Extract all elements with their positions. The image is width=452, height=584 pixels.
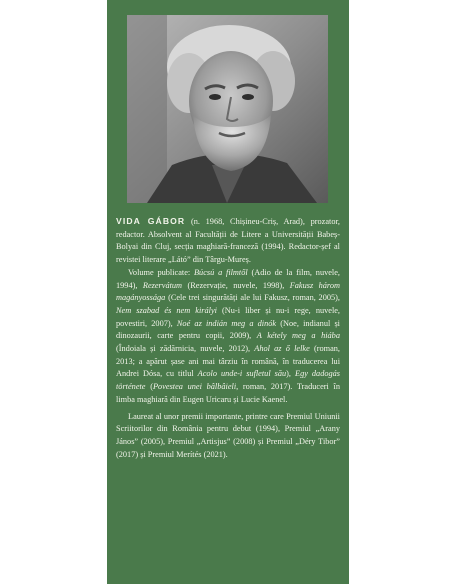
book-title: Ahol az ő lelke: [254, 344, 310, 354]
book-title: Egy dadogás története: [116, 369, 341, 392]
book-title: Noé az indián meg a dinók: [176, 318, 277, 328]
bio-text: (n. 1968, Chișineu-Criș, Arad), prozator, redactor. Absolvent al Facultății de Litere a Universității Babeș-Bolyai din Cluj, secția maghiară-franceză (1994). Redactor-șef al revistei literare „Látó” din Târgu-Mureș.: [116, 217, 340, 265]
book-details: (Rezervație, nuvele, 1998),: [182, 280, 290, 290]
book-back-cover: [107, 0, 349, 584]
book-title: Nem szabad és nem királyi: [116, 305, 217, 315]
book-details: (Adio de la film, nuvele, 1994),: [116, 267, 340, 290]
author-biography: [116, 215, 340, 461]
book-title: Fakusz három magányossága: [116, 280, 340, 303]
book-details: ),: [286, 369, 295, 379]
author-name: VIDA GÁBOR: [116, 216, 186, 226]
book-details: (: [145, 382, 153, 392]
author-portrait-image: [127, 15, 328, 203]
bio-paragraph: [116, 215, 340, 267]
published-volumes-paragraph: [116, 267, 340, 407]
awards-paragraph: Laureat al unor premii importante, printre care Premiul Uniunii Scriitorilor din România pentru debut (1994), Premiul „Arany János” (2005), Premiul „Artisjus” (2008) și Premiul „Déry Tibor” (2017) și Premiul Merítés (2021).: [116, 411, 340, 459]
book-details: (Nu-i liber și nu-i rege, nuvele, povestiri, 2007),: [116, 305, 341, 328]
volumes-intro: Volume publicate:: [128, 267, 194, 277]
book-title: Acolo unde-i sufletul său: [197, 369, 287, 379]
book-title: A kétely meg a hiába: [256, 331, 340, 341]
book-details: (roman, 2013; a apărut șase ani mai târziu în română, în traducerea lui Andrei Dósa, cu titlul: [116, 344, 340, 379]
book-details: (Cele trei singurătăți ale lui Fakusz, roman, 2005),: [165, 293, 340, 303]
book-title: Rezervátum: [142, 280, 183, 290]
book-details: , roman, 2017). Traduceri în limba maghiară din Eugen Uricaru și Lucie Kaenel.: [116, 382, 341, 404]
book-details: (Noe, indianul și dinozaurii, carte pentru copii, 2009),: [116, 318, 340, 341]
book-title: Búcsú a filmtől: [193, 267, 248, 277]
book-details: (Îndoiala și zădărnicia, nuvele, 2012),: [116, 344, 255, 354]
author-photo: [127, 15, 328, 203]
book-title: Povestea unei bâlbâieli: [152, 382, 237, 392]
